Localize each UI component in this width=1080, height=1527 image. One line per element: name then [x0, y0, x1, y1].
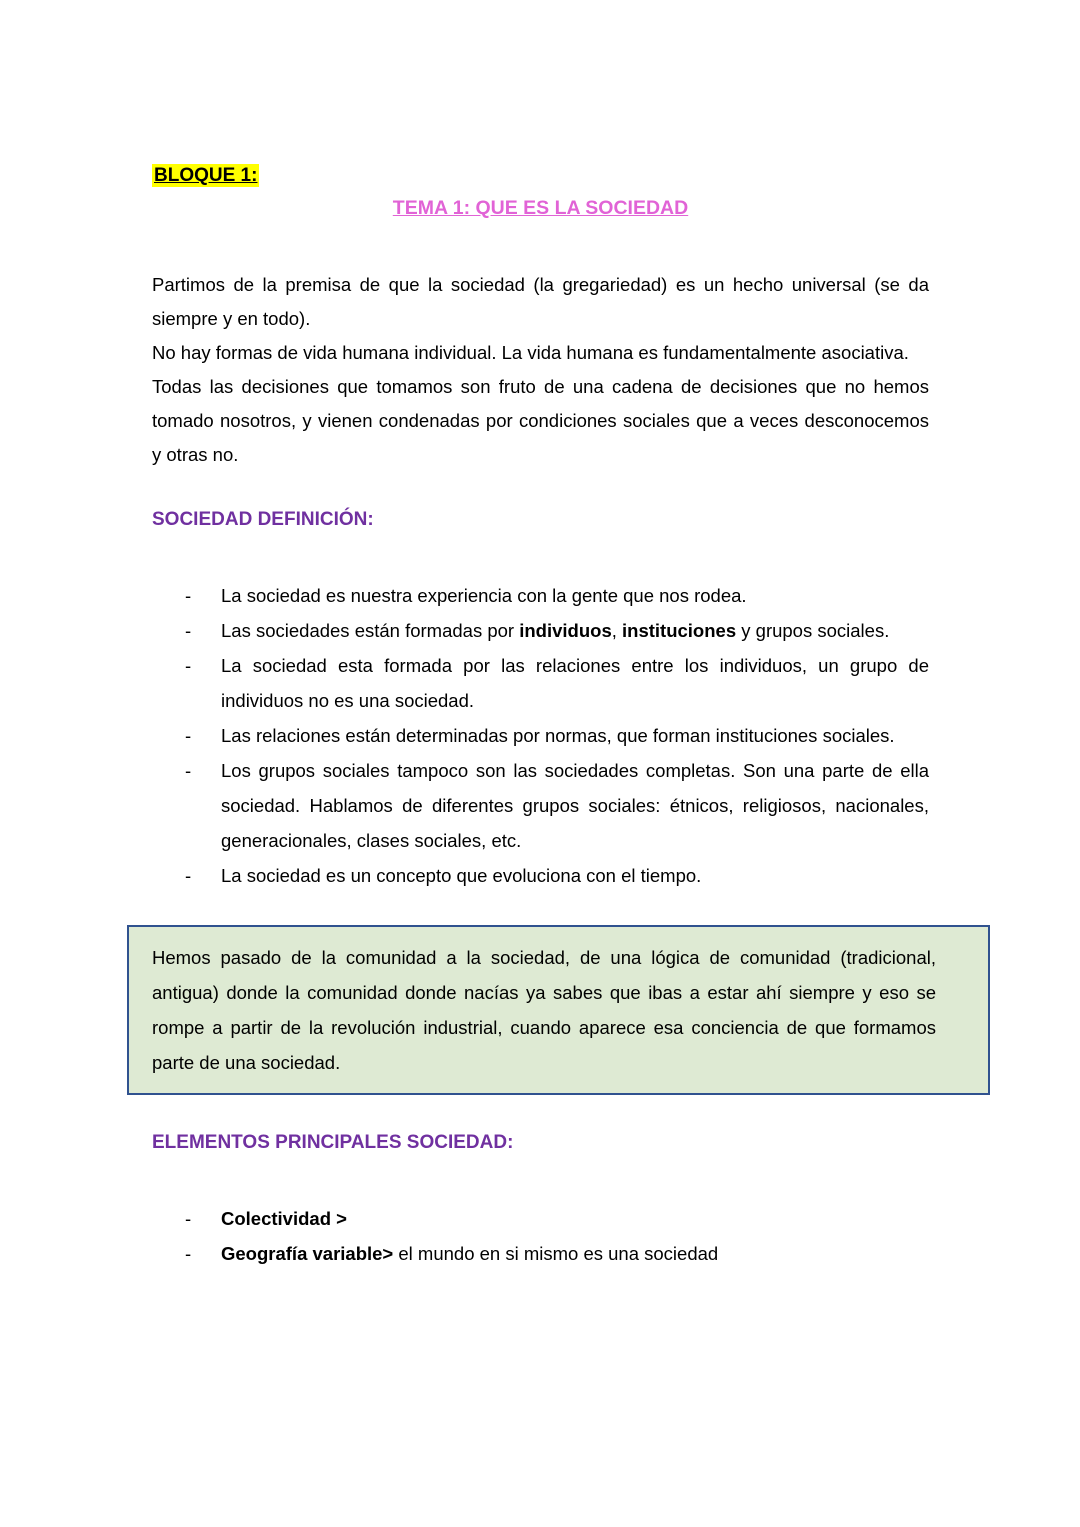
intro-paragraphs [152, 268, 929, 472]
elementos-list [152, 1201, 929, 1271]
definicion-list [152, 578, 929, 893]
dash-marker: - [185, 620, 192, 641]
intro-paragraph: Todas las decisiones que tomamos son fruto de una cadena de decisiones que no hemos tomado nosotros, y vienen condenadas por condiciones sociales que a veces desconocemos y otras no. [152, 376, 929, 465]
intro-paragraph: Partimos de la premisa de que la sociedad (la gregariedad) es un hecho universal (se da siempre y en todo). [152, 274, 929, 329]
document-content [152, 163, 936, 1271]
list-item [152, 648, 929, 718]
list-item [152, 613, 929, 648]
dash-marker: - [185, 585, 192, 606]
list-item-text: Las sociedades están formadas por individuos, instituciones y grupos sociales. [221, 620, 890, 641]
dash-marker: - [185, 1243, 192, 1264]
dash-marker: - [185, 725, 192, 746]
list-item [152, 858, 929, 893]
dash-marker: - [185, 760, 192, 781]
list-item [152, 718, 929, 753]
highlight-box-text: Hemos pasado de la comunidad a la sociedad, de una lógica de comunidad (tradicional, antigua) donde la comunidad donde nacías ya sabes que ibas a estar ahí siempre y eso se rompe a partir de la revolución industrial, cuando aparece esa conciencia de que formamos parte de una sociedad. [152, 947, 936, 1073]
list-item [152, 753, 929, 858]
bloque-label: BLOQUE 1: [154, 165, 258, 186]
list-item-text: La sociedad esta formada por las relaciones entre los individuos, un grupo de individuos no es una sociedad. [221, 655, 929, 711]
list-item-text: Colectividad > [221, 1208, 347, 1229]
list-item [152, 578, 929, 613]
dash-marker: - [185, 1208, 192, 1229]
dash-marker: - [185, 865, 192, 886]
page-title: TEMA 1: QUE ES LA SOCIEDAD [392, 197, 689, 219]
list-item-text: Los grupos sociales tampoco son las sociedades completas. Son una parte de ella sociedad. Hablamos de diferentes grupos sociales: étnicos, religiosos, nacionales, generacionales, clases sociales, etc. [221, 760, 929, 851]
list-item [152, 1236, 929, 1271]
list-item [152, 1201, 929, 1236]
intro-paragraph: No hay formas de vida humana individual. La vida humana es fundamentalmente asociativa. [152, 342, 909, 363]
highlight-box [127, 925, 990, 1095]
list-item-text: La sociedad es un concepto que evoluciona con el tiempo. [221, 865, 702, 886]
list-item-text: Las relaciones están determinadas por normas, que forman instituciones sociales. [221, 725, 895, 746]
section-heading-sociedad-definicion: SOCIEDAD DEFINICIÓN: [152, 509, 374, 530]
bloque-line [152, 163, 929, 188]
dash-marker: - [185, 655, 192, 676]
list-item-text: Geografía variable> el mundo en si mismo es una sociedad [221, 1243, 719, 1264]
list-item-text: La sociedad es nuestra experiencia con la gente que nos rodea. [221, 585, 747, 606]
section-heading-elementos-principales: ELEMENTOS PRINCIPALES SOCIEDAD: [152, 1132, 514, 1153]
